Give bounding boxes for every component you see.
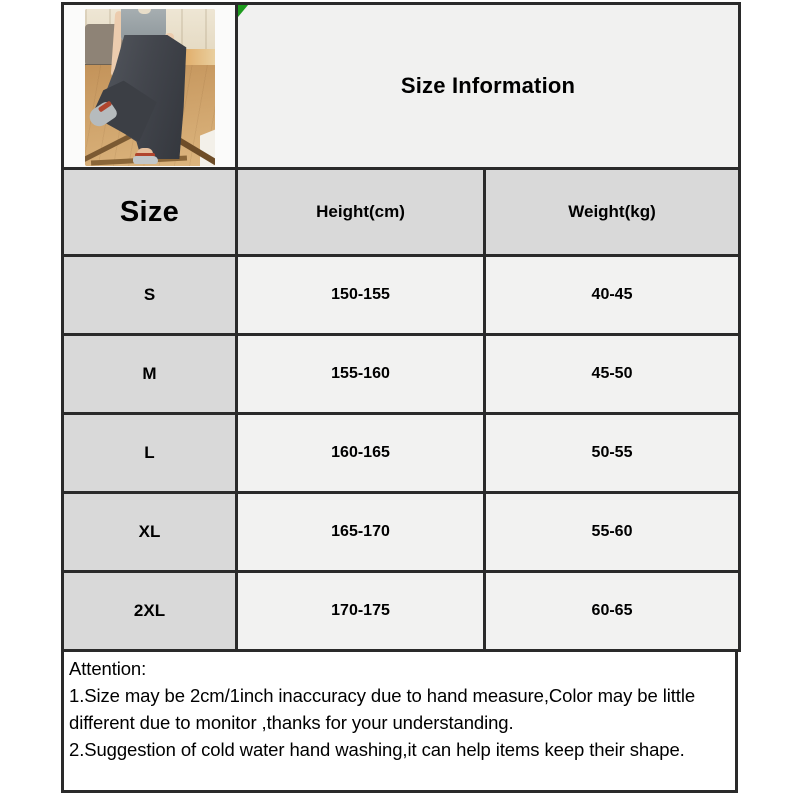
attention-line: different due to monitor ,thanks for your understanding. <box>69 712 514 733</box>
weight-value: 50-55 <box>485 414 740 493</box>
attention-heading: Attention: <box>69 658 147 679</box>
weight-value: 45-50 <box>485 335 740 414</box>
size-label: 2XL <box>63 572 237 651</box>
column-header-size: Size <box>63 169 237 256</box>
photo-standing-sandal-sole <box>133 156 158 164</box>
size-label: XL <box>63 493 237 572</box>
weight-value: 55-60 <box>485 493 740 572</box>
size-chart-sheet <box>61 2 738 793</box>
page-title: Size Information <box>400 73 576 98</box>
table-row <box>63 414 740 493</box>
title-cell <box>237 4 740 169</box>
size-table <box>61 2 741 652</box>
height-value: 160-165 <box>237 414 485 493</box>
table-header-row <box>63 169 740 256</box>
column-header-weight: Weight(kg) <box>485 169 740 256</box>
table-row <box>63 256 740 335</box>
column-header-height: Height(cm) <box>237 169 485 256</box>
table-row <box>63 572 740 651</box>
size-label: L <box>63 414 237 493</box>
attention-line: 2.Suggestion of cold water hand washing,it can help items keep their shape. <box>69 739 685 760</box>
attention-note <box>61 649 738 793</box>
weight-value: 40-45 <box>485 256 740 335</box>
table-row <box>63 493 740 572</box>
green-corner-marker-icon <box>238 5 248 17</box>
height-value: 165-170 <box>237 493 485 572</box>
product-image-cell <box>63 4 237 169</box>
product-photo <box>85 9 215 166</box>
weight-value: 60-65 <box>485 572 740 651</box>
height-value: 150-155 <box>237 256 485 335</box>
height-value: 170-175 <box>237 572 485 651</box>
size-label: M <box>63 335 237 414</box>
table-row <box>63 335 740 414</box>
attention-line: 1.Size may be 2cm/1inch inaccuracy due to hand measure,Color may be little <box>69 685 696 706</box>
top-row <box>63 4 740 169</box>
height-value: 155-160 <box>237 335 485 414</box>
size-label: S <box>63 256 237 335</box>
